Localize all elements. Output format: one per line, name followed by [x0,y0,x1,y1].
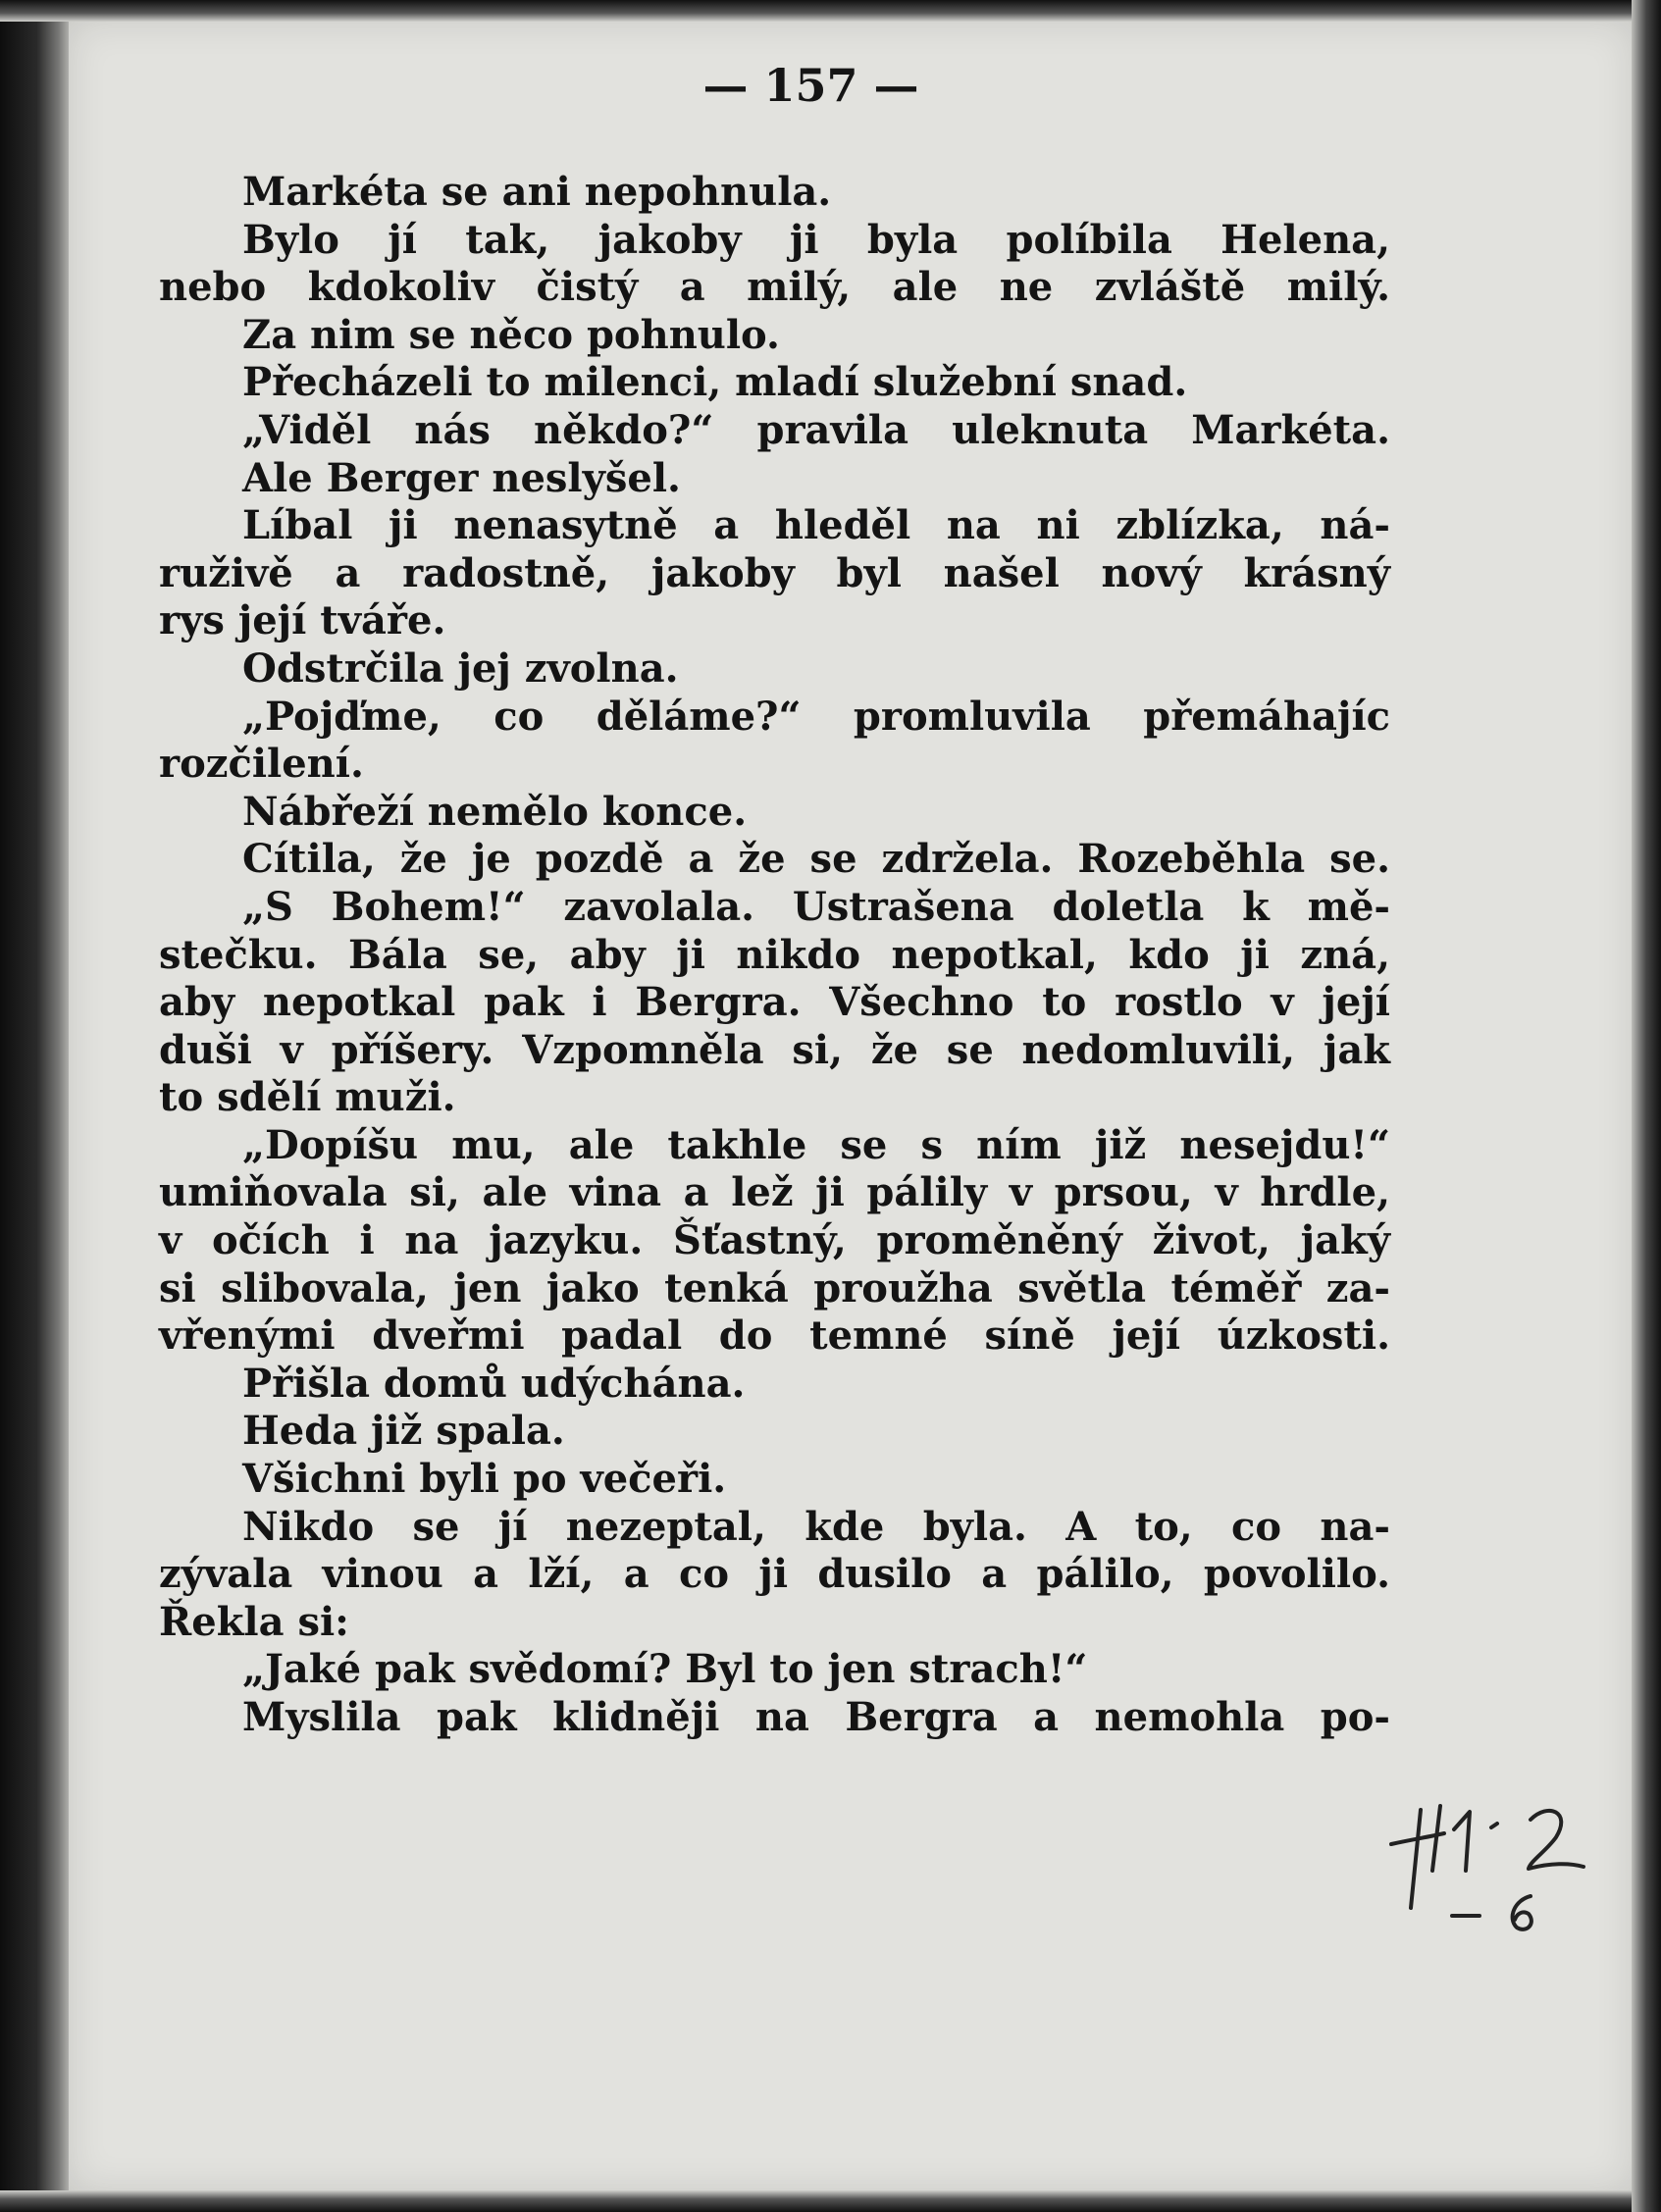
text-line: zývala vinou a lží, a co ji dusilo a pálilo, povolilo. [159,1551,1390,1598]
text-line: ruživě a radostně, jakoby byl našel nový krásný [159,549,1390,596]
text-line: rozčilení. [159,741,364,788]
text-line: Přišla domů udýchána. [242,1360,746,1407]
page-right-edge-shadow [1632,0,1661,2212]
text-line: Nábřeží nemělo konce. [242,788,748,835]
text-line: Myslila pak klidněji na Bergra a nemohla po- [242,1694,1390,1740]
text-line: to sdělí muži. [159,1074,456,1121]
text-line: duši v příšery. Vzpomněla si, že se nedomluvili, jak [159,1026,1390,1073]
text-line: „Jaké pak svědomí? Byl to jen strach!“ [242,1646,1088,1693]
text-line: Nikdo se jí nezeptal, kde byla. A to, co na- [242,1503,1390,1550]
text-line: Za nim se něco pohnulo. [242,311,780,358]
text-line: stečku. Bála se, aby ji nikdo nepotkal, kdo ji zná, [159,931,1390,978]
text-line: Ale Berger neslyšel. [242,454,681,501]
text-line: rys její tváře. [159,597,446,644]
text-line: v očích i na jazyku. Šťastný, proměněný život, jaký [159,1217,1390,1264]
text-line: Odstrčila jej zvolna. [242,644,679,692]
text-line: aby nepotkal pak i Bergra. Všechno to rostlo v její [159,979,1390,1026]
body-text [159,169,1420,1742]
text-line: „Pojďme, co děláme?“ promluvila přemáhajíc [242,693,1390,740]
text-line: Cítila, že je pozdě a že se zdržela. Rozeběhla se. [242,836,1390,883]
text-line: vřenými dveřmi padal do temné síně její úzkosti. [159,1312,1390,1360]
handwritten-pencil-note [1383,1790,1589,1937]
page-top-edge-shadow [0,0,1661,22]
text-line: Markéta se ani nepohnula. [242,169,832,215]
text-line: Líbal ji nenasytně a hleděl na ni zblízka, ná- [242,502,1390,549]
text-line: „Dopíšu mu, ale takhle se s ním již nesejdu!“ [242,1121,1390,1168]
page-bottom-edge-shadow [0,2190,1661,2212]
text-line: Řekla si: [159,1598,349,1645]
text-line: „S Bohem!“ zavolala. Ustrašena doletla k mě- [242,883,1390,930]
text-line: nebo kdokoliv čistý a milý, ale ne zvláště milý. [159,264,1390,311]
page-number: — 157 — [702,59,919,112]
text-line: si slibovala, jen jako tenká proužha světla téměř za- [159,1264,1390,1312]
text-line: Přecházeli to milenci, mladí služební snad. [242,359,1188,406]
text-line: Všichni byli po večeři. [242,1456,727,1503]
text-line: umiňovala si, ale vina a lež ji pálily v prsou, v hrdle, [159,1169,1390,1216]
page-left-edge-shadow [0,0,74,2212]
text-line: „Viděl nás někdo?“ pravila uleknuta Markéta. [242,406,1390,453]
text-line: Heda již spala. [242,1408,565,1455]
text-line: Bylo jí tak, jakoby ji byla políbila Helena, [242,216,1390,263]
